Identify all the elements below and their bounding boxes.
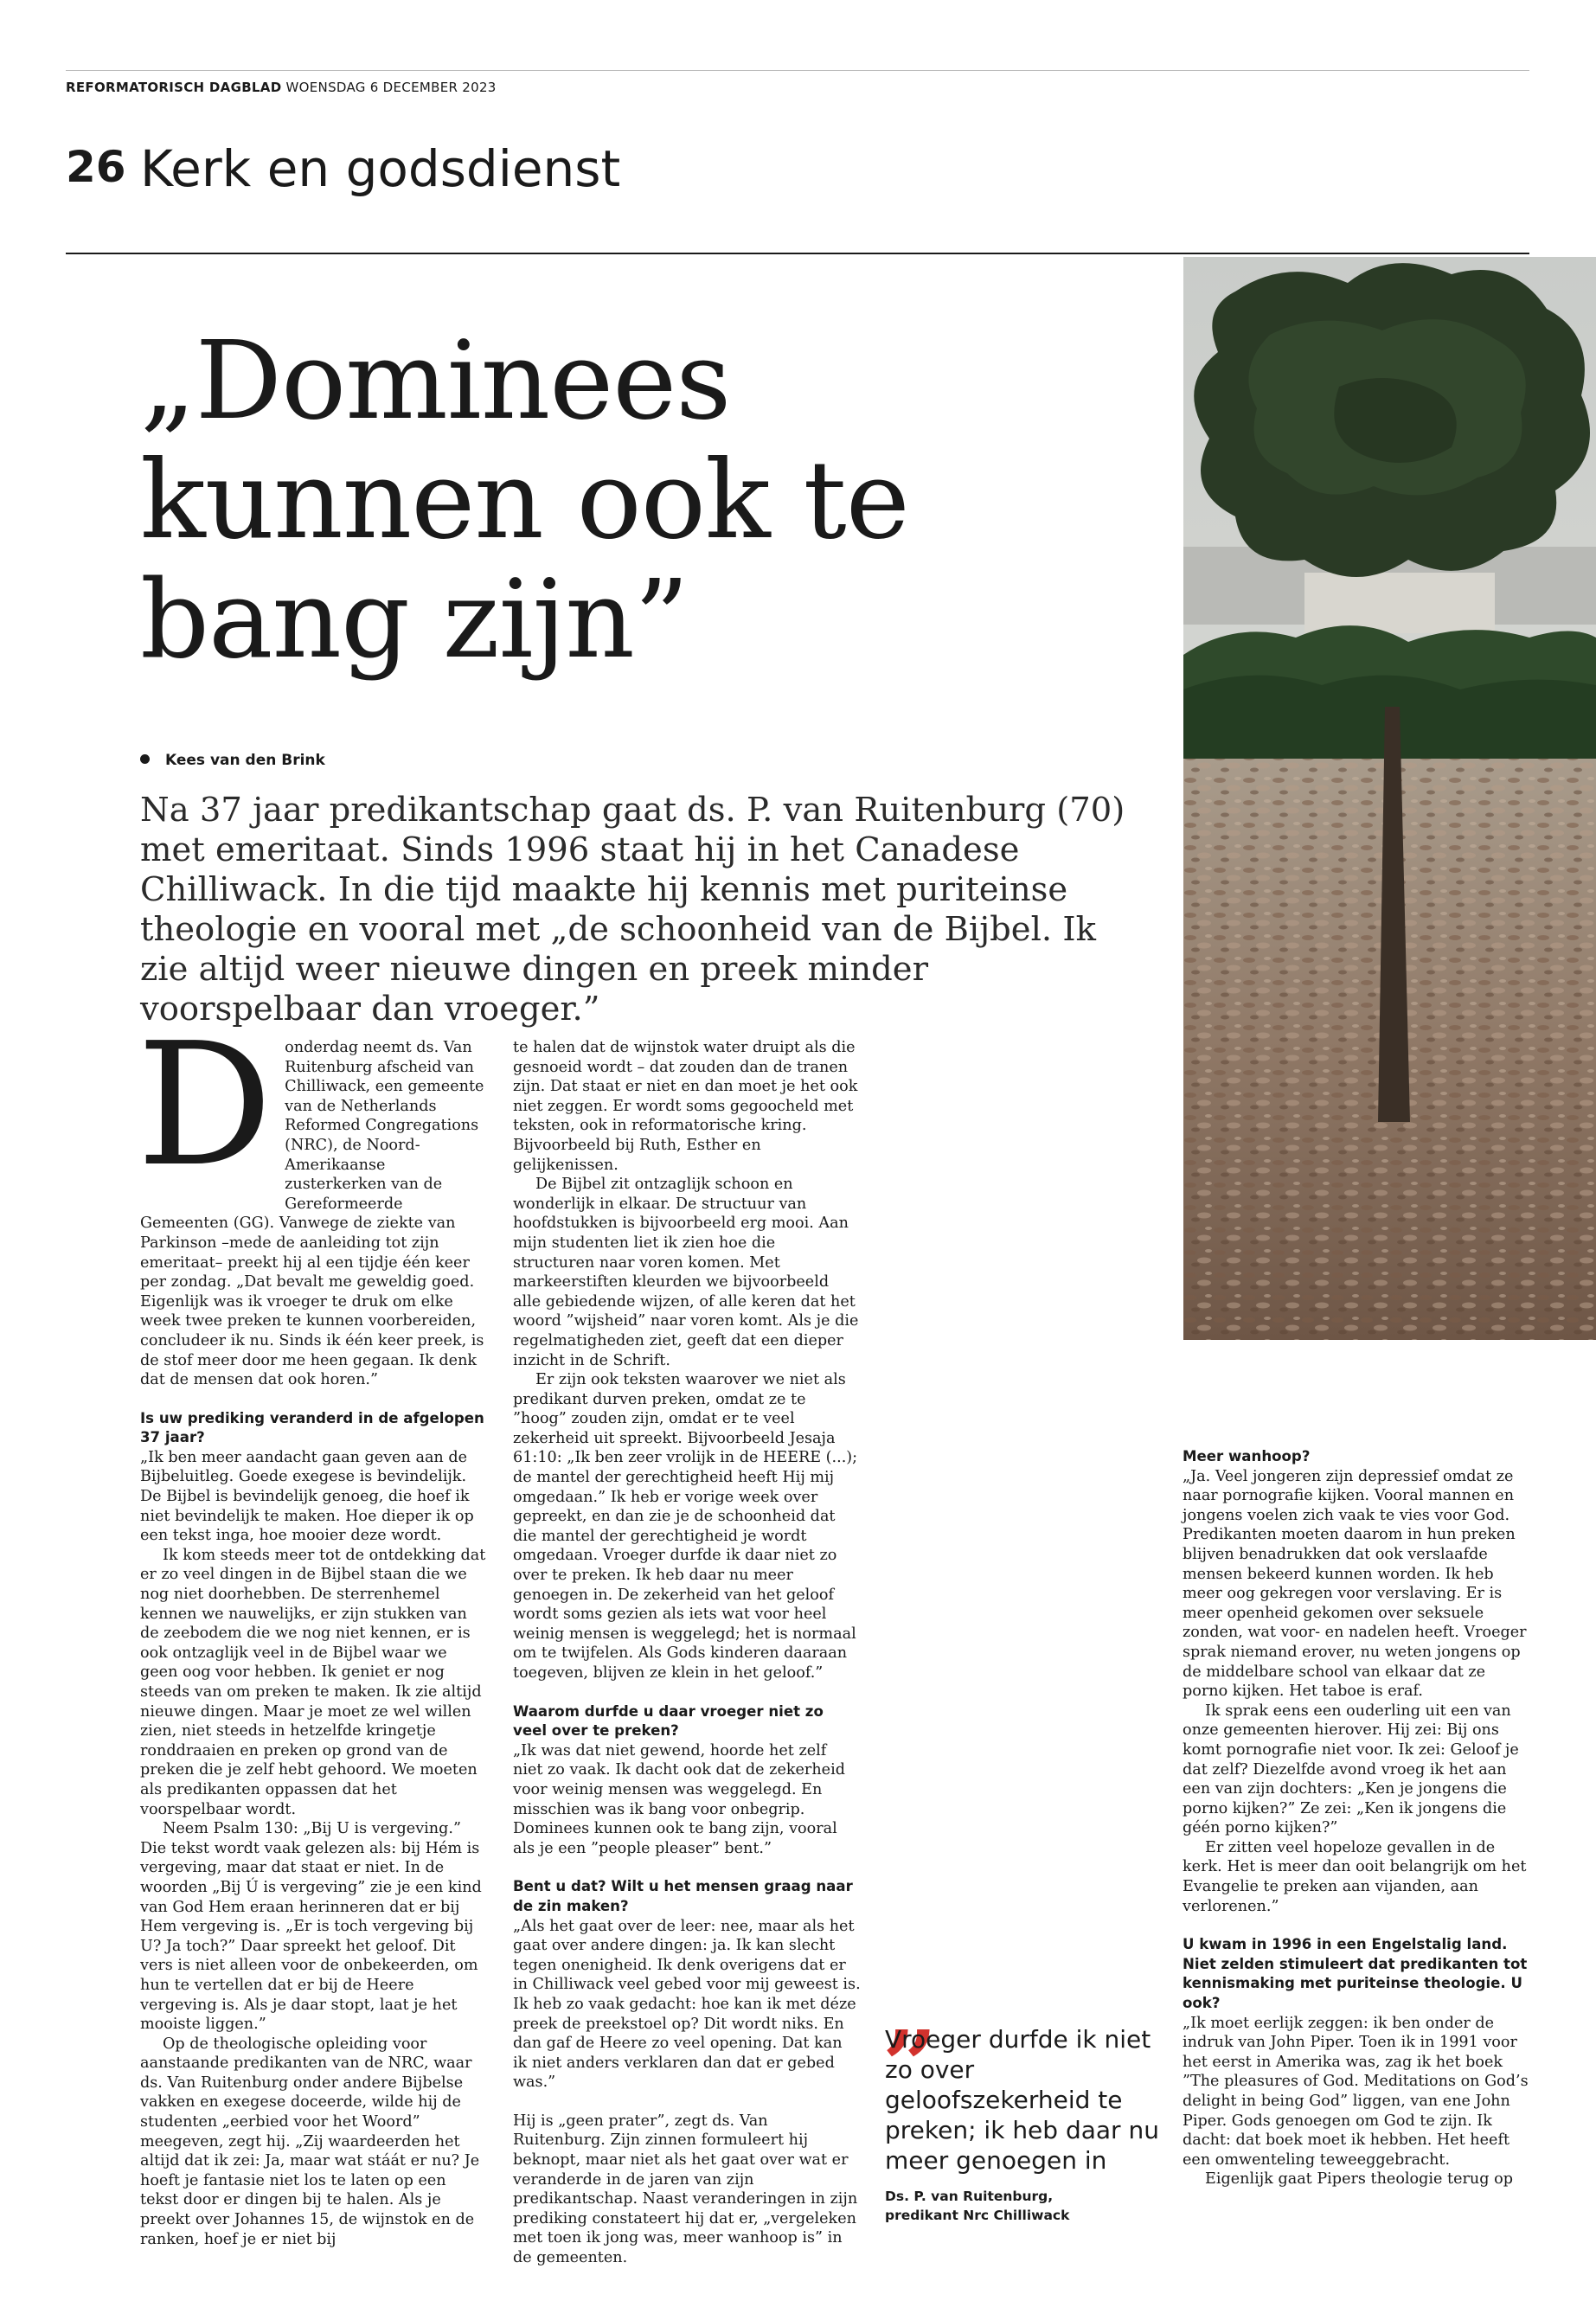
masthead bbox=[66, 80, 497, 95]
paragraph: Ik kom steeds meer tot de ontdekking dat er zo veel dingen in de Bijbel staan die we nog niet doorhebben. De sterrenhemel kennen we nauwelijks, er zijn stukken van de zeebodem die we nog niet kennen, er is ook ontzaglijk veel in de Bijbel waar we geen oog voor hebben. Ik geniet er nog steeds van om preken te maken. Ik zie altijd nieuwe dingen. Maar je moet ze wel willen zien, niet steeds in hetzelfde kringetje ronddraaien en preken op grond van de preken die je zelf hebt gehoord. We moeten als predikanten oppassen dat het voorspelbaar wordt. bbox=[140, 1546, 486, 1818]
interview-question: Bent u dat? Wilt u het mensen graag naar de zin maken? bbox=[513, 1878, 853, 1914]
paragraph: Op de theologische opleiding voor aanstaande predikanten van de NRC, waar ds. Van Ruitenburg onder andere Bijbelse vakken en exegese doceerde, wilde hij de studenten „eerbied voor het Woord” meegeven, zegt hij. „Zij waardeerden het altijd dat ik zei: Ja, maar wat stáát er nu? Je hoeft je fantasie niet los te laten op een tekst door er dingen bij te halen. Als je preekt over Johannes 15, de wijnstok en de ranken, hoef je er niet bij bbox=[140, 2035, 480, 2248]
article-photo bbox=[1183, 257, 1596, 1340]
byline bbox=[140, 752, 325, 769]
paragraph: „Ik was dat niet gewend, hoorde het zelf niet zo vaak. Ik dacht ook dat de zekerheid voor weinig mensen was weggelegd. En misschien was ik bang voor onbegrip. Dominees kunnen ook te bang zijn, vooral als je een ”people pleaser” bent.” bbox=[513, 1741, 845, 1857]
paragraph: te halen dat de wijnstok water druipt als die gesnoeid wordt – dat zouden dan de tranen zijn. Dat staat er niet en dan moet je het ook niet zeggen. Er wordt soms gegoocheld met teksten, ook in reformatorische kring. Bijvoorbeeld bij Ruth, Esther en gelijkenissen. bbox=[513, 1039, 858, 1174]
quote-mark-icon: „ bbox=[884, 1955, 939, 2067]
body-column-2 bbox=[513, 1038, 861, 2268]
masthead-date: WOENSDAG 6 DECEMBER 2023 bbox=[285, 80, 497, 95]
paragraph: „Ik moet eerlijk zeggen: ik ben onder de indruk van John Piper. Toen ik in 1991 voor het eerst in Amerika was, zag ik het boek ”The pleasures of God. Meditations on God’s delight in being God” liggen, van ene John Piper. Gods genoegen om God te zijn. Ik dacht: dat boek moet ik hebben. Het heeft een omwenteling teweeggebracht. bbox=[1183, 2014, 1529, 2169]
paragraph: Eigenlijk gaat Pipers theologie terug op bbox=[1205, 2170, 1513, 2189]
paragraph-gap bbox=[513, 2093, 861, 2112]
pull-quote-attribution bbox=[885, 2187, 1179, 2225]
drop-cap: D bbox=[137, 1007, 273, 1204]
paragraph: „Ik ben meer aandacht gaan geven aan de Bijbeluitleg. Goede exegese is bevindelijk. De Bijbel is bevindelijk genoeg, die hoef ik niet bevindelijk te maken. Hoe dieper ik op een tekst inga, hoe mooier deze wordt. bbox=[140, 1448, 474, 1545]
paragraph: De Bijbel zit ontzaglijk schoon en wonderlijk in elkaar. De structuur van hoofdstukken is bijvoorbeeld erg mooi. Aan mijn studenten liet ik zien hoe die structuren naar voren komen. Met markeerstiften kleurden we bijvoorbeeld alle gebiedende wijzen, of alle keren dat het woord ”wijsheid” naar voren komt. Als je die regelmatigheden ziet, geeft dat een dieper inzicht in de Schrift. bbox=[513, 1176, 859, 1369]
byline-bullet-icon bbox=[140, 754, 150, 764]
author-name: Kees van den Brink bbox=[165, 752, 325, 769]
paragraph: „Ja. Veel jongeren zijn depressief omdat ze naar pornografie kijken. Vooral mannen en jongens voelen zich vaak te vies voor God. Predikanten moeten daarom in hun preken blijven benadrukken dat ook verslaafde mensen bekeerd kunnen worden. Ik heb meer oog gekregen voor verslaving. Er is meer openheid gekomen over seksuele zonden, wat voor- en nadelen heeft. Vroeger sprak niemand erover, nu weten jongens op de middelbare school van elkaar dat ze porno kijken. Het taboe is eraf. bbox=[1183, 1467, 1527, 1701]
page-number: 26 bbox=[66, 142, 126, 192]
interview-question: Meer wanhoop? bbox=[1183, 1448, 1311, 1465]
masthead-paper: REFORMATORISCH DAGBLAD bbox=[66, 80, 282, 95]
attribution-name: Ds. P. van Ruitenburg, bbox=[885, 2189, 1054, 2204]
paragraph: Neem Psalm 130: „Bij U is vergeving.” Die tekst wordt vaak gelezen als: bij Hém is vergeving, maar dat staat er niet. In de woorden „Bij Ú is vergeving” zie je een kind van God Hem eraan herinneren dat er bij Hem vergeving is. „Er is toch vergeving bij U? Ja toch?” Daar spreekt het geloof. Dit vers is niet alleen voor de onbekeerden, om hun te vertellen dat er bij de Heere vergeving is. Als je daar stopt, laat je het mooiste liggen.” bbox=[140, 1820, 482, 2034]
section-rule bbox=[66, 253, 1529, 254]
section-title: Kerk en godsdienst bbox=[140, 139, 621, 198]
body-column-4 bbox=[1183, 1447, 1530, 2189]
interview-question: Is uw prediking veranderd in de afgelopen 37 jaar? bbox=[140, 1409, 484, 1446]
paragraph: Er zitten veel hopeloze gevallen in de kerk. Het is meer dan ooit belangrijk om het Evangelie te preken aan vijanden, aan verlorenen.” bbox=[1183, 1838, 1527, 1915]
body-column-1 bbox=[137, 1007, 486, 2249]
top-rule bbox=[66, 70, 1529, 71]
paragraph: Ik sprak eens een ouderling uit een van onze gemeenten hierover. Hij zei: Bij ons komt pornografie niet voor. Ik zei: Geloof je dat zelf? Diezelfde avond vroeg ik het aan een van zijn dochters: „Ken je jongens die porno kijken?” Ze zei: „Ken ik jongens die géén porno kijken?” bbox=[1183, 1702, 1519, 1837]
attribution-role: predikant Nrc Chilliwack bbox=[885, 2208, 1070, 2223]
paragraph: Hij is „geen prater”, zegt ds. Van Ruitenburg. Zijn zinnen formuleert hij beknopt, maar niet als het gaat over wat er veranderde in de jaren van zijn predikantschap. Naast veranderingen in zijn prediking constateert hij dat er, „vergeleken met toen ik jong was, meer wanhoop is” in de gemeenten. bbox=[513, 2112, 858, 2267]
interview-question: U kwam in 1996 in een Engelstalig land. Niet zelden stimuleert dat predikanten tot kennismaking met puriteinse theologie. U ook? bbox=[1183, 1936, 1528, 2012]
paragraph: onderdag neemt ds. Van Ruitenburg afscheid van Chilliwack, een gemeente van de Netherlands Reformed Congregations (NRC), de Noord-Amerikaanse zusterkerken van de Gereformeerde Gemeenten (GG). Vanwege de ziekte van Parkinson –mede de aanleiding tot zijn emeritaat– preekt hij al een tijdje één keer per zondag. „Dat bevalt me geweldig goed. Eigenlijk was ik vroeger te druk om elke week twee preken te kunnen voorbereiden, concludeer ik nu. Sinds ik één keer preek, is de stof meer door me heen gegaan. Ik denk dat de mensen dat ook horen.” bbox=[140, 1039, 484, 1389]
pull-quote: Vroeger durfde ik niet zo over geloofszekerheid te preken; ik heb daar nu meer genoegen in bbox=[885, 2025, 1159, 2175]
interview-question: Waarom durfde u daar vroeger niet zo veel over te preken? bbox=[513, 1702, 824, 1740]
headline: „Dominees kunnen ook te bang zijn” bbox=[140, 318, 909, 683]
paragraph: „Als het gaat over de leer: nee, maar als het gaat over andere dingen: ja. Ik kan slecht tegen onenigheid. Ik denk overigens dat er in Chilliwack veel gebed voor mij geweest is. Ik heb zo vaak gedacht: hoe kan ik met déze preek de preekstoel op? Dit wordt niks. En dan gaf de Heere zo veel opening. Dat kan ik niet anders verklaren dan dat er gebed was.” bbox=[513, 1917, 861, 2092]
article-intro: Na 37 jaar predikantschap gaat ds. P. van Ruitenburg (70) met emeritaat. Sinds 1996 staat hij in het Canadese Chilliwack. In die tijd maakte hij kennis met puriteinse theologie en vooral met „de schoonheid van de Bijbel. Ik zie altijd weer nieuwe dingen en preek minder voorspelbaar dan vroeger.” bbox=[140, 791, 1125, 1029]
paragraph: Er zijn ook teksten waarover we niet als predikant durven preken, omdat ze te ”hoog” zouden zijn, omdat er te veel zekerheid uit spreekt. Bijvoorbeeld Jesaja 61:10: „Ik ben zeer vrolijk in de HEERE (...); de mantel der gerechtigheid heeft Hij mij omgedaan.” Ik heb er vorige week over gepreekt, en dan zie je de schoonheid dat die mantel der gerechtigheid je wordt omgedaan. Vroeger durfde ik daar niet zo over te preken. Ik heb daar nu meer genoegen in. De zekerheid van het geloof wordt soms gezien als iets wat voor heel weinig mensen is weggelegd; het is normaal om te twijfelen. Als Gods kinderen daaraan toegeven, blijven ze klein in het geloof.” bbox=[513, 1371, 858, 1682]
